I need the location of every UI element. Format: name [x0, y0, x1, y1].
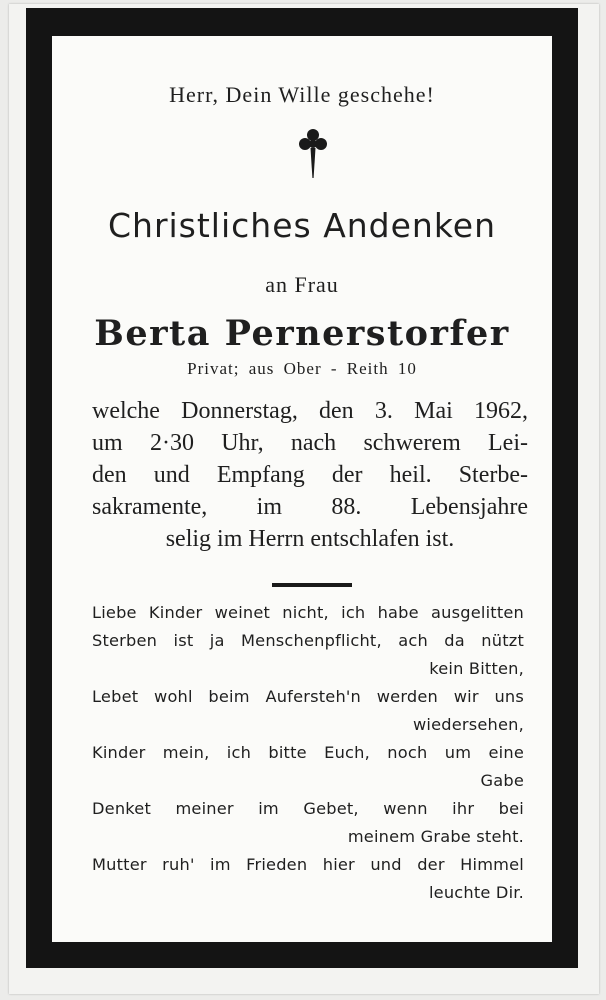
poem-line: wiedersehen, [412, 715, 524, 734]
poem-line: meinem Grabe steht. [347, 827, 524, 846]
poem-line: Liebe Kinder weinet nicht, ich habe ausgelitten [92, 603, 524, 622]
poem-line: Gabe [480, 771, 524, 790]
card-heading: Christliches Andenken [107, 206, 496, 245]
poem-line: Mutter ruh' im Frieden hier und der Himmel [92, 855, 524, 874]
poem-line: kein Bitten, [429, 659, 524, 678]
poem-line: Sterben ist ja Menschenpflicht, ach da nützt [92, 631, 524, 650]
card-content [52, 36, 552, 942]
poem-line: Denket meiner im Gebet, wenn ihr bei [92, 799, 524, 818]
deceased-name: Berta Pernerstorfer [94, 313, 510, 354]
obituary-line: sakramente, im 88. Lebensjahre [92, 494, 528, 520]
motto: Herr, Dein Wille geschehe! [169, 82, 435, 107]
cross-icon [298, 128, 328, 180]
poem-line: Kinder mein, ich bitte Euch, noch um eine [92, 743, 524, 762]
divider-rule [272, 583, 352, 587]
name-prefix: an Frau [265, 272, 339, 297]
poem-line: Lebet wohl beim Aufersteh'n werden wir uns [92, 687, 524, 706]
poem-line: leuchte Dir. [428, 883, 524, 902]
obituary-line: selig im Herrn entschlafen ist. [165, 526, 455, 552]
obituary-line: um 2·30 Uhr, nach schwerem Lei- [92, 430, 528, 456]
residence-line: Privat; aus Ober - Reith 10 [187, 359, 417, 378]
obituary-line: welche Donnerstag, den 3. Mai 1962, [92, 398, 528, 424]
obituary-line: den und Empfang der heil. Sterbe- [92, 462, 528, 488]
